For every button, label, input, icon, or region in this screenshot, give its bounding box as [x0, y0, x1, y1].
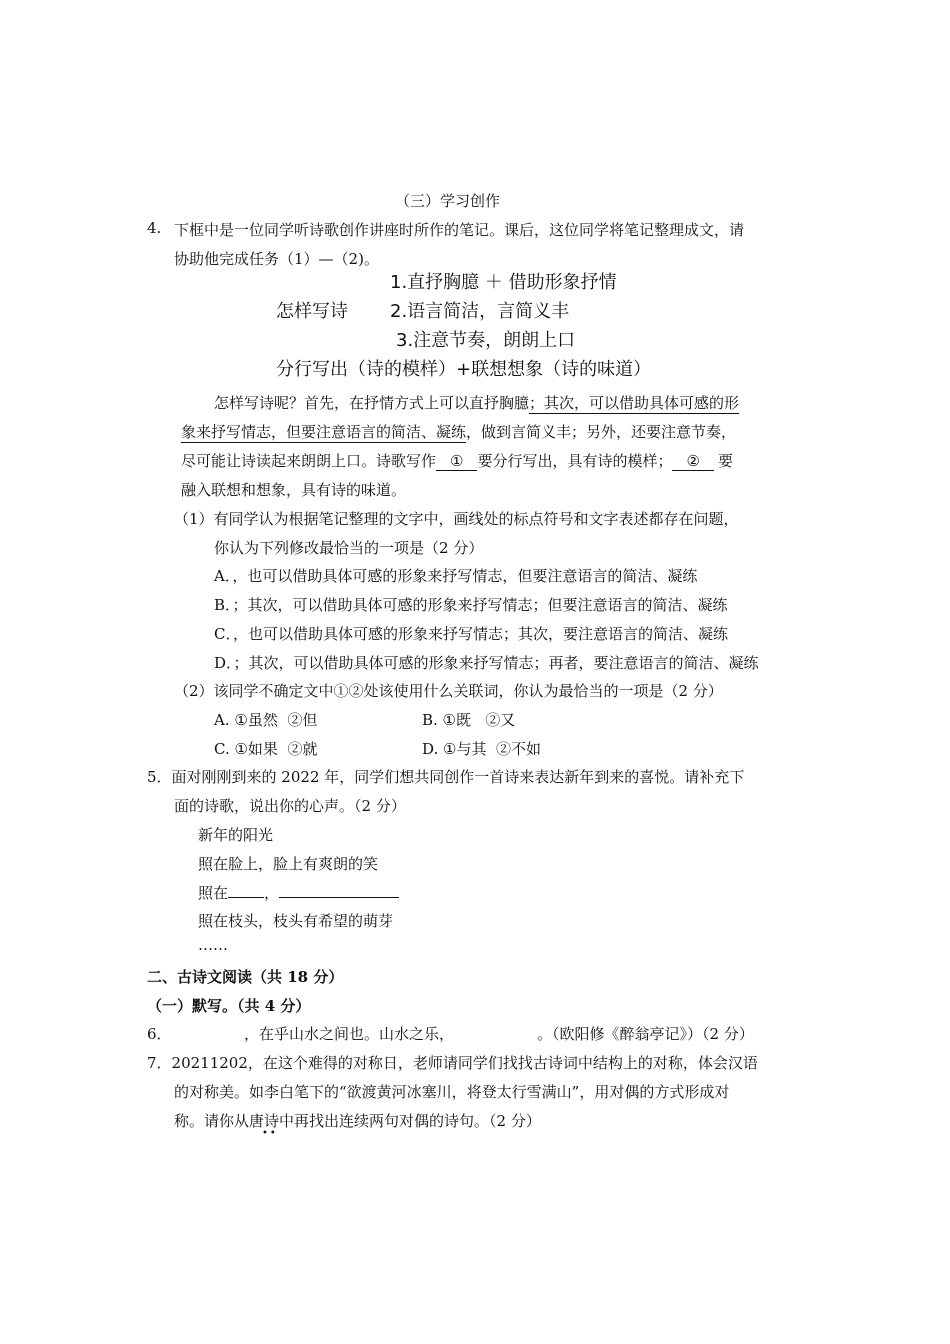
note-item1: 1.直抒胸臆 ＋ 借助形象抒情 — [390, 272, 617, 293]
sub1-option-a: A．，也可以借助具体可感的形象来抒写情志，但要注意语言的简洁、凝练 — [214, 567, 698, 585]
note-label: 怎样写诗 — [276, 301, 348, 322]
q5-line2: 面的诗歌，说出你的心声。（2 分） — [174, 797, 406, 815]
passage-line4: 融入联想和想象，具有诗的味道。 — [181, 481, 407, 499]
poem-blank-2 — [279, 883, 399, 898]
sub2-option-b: B. ①既 ②又 — [422, 711, 516, 729]
section-title: （三）学习创作 — [395, 192, 501, 210]
underlined-text-2: 象来抒写情志，但要注意语言的简洁、凝练 — [181, 423, 467, 441]
sub1-line1: （1）有同学认为根据笔记整理的文字中，画线处的标点符号和文字表述都存在问题， — [174, 510, 739, 528]
poem-line5: …… — [198, 936, 228, 954]
sub2-option-c: C. ①如果 ②就 — [214, 740, 318, 758]
passage-line3-a: 尽可能让诗读起来朗朗上口。诗歌写作 — [181, 452, 437, 470]
part2-heading: 二、古诗文阅读（共 18 分） — [147, 968, 344, 986]
note-item2: 2.语言简洁，言简义丰 — [390, 301, 570, 322]
q4-number: 4. — [147, 219, 162, 237]
blank-2: ② — [672, 452, 713, 471]
poem-line1: 新年的阳光 — [198, 826, 274, 844]
passage-line1 — [214, 392, 739, 413]
sub1-option-b: B．；其次，可以借助具体可感的形象来抒写情志；但要注意语言的简洁、凝练 — [214, 596, 728, 614]
note-item4: 分行写出（诗的模样）+联想想象（诗的味道） — [276, 359, 652, 380]
sub1-option-c: C．，也可以借助具体可感的形象来抒写情志；其次，要注意语言的简洁、凝练 — [214, 625, 728, 643]
poem-line4: 照在枝头，枝头有希望的萌芽 — [198, 912, 394, 930]
q7-line3: 称。请你从唐诗中再找出连续两句对偶的诗句。（2 分） — [174, 1112, 541, 1130]
q7-line1: 7．20211202，在这个难得的对称日，老师请同学们找找古诗词中结构上的对称，体会汉语 — [147, 1054, 758, 1072]
q4-line2: 协助他完成任务（1）—（2)。 — [174, 250, 379, 268]
poem-line3-comma: ， — [264, 884, 280, 902]
q6-text-2: 。（欧阳修《醉翁亭记》）（2 分） — [537, 1025, 754, 1043]
passage-line3-b: 要分行写出，具有诗的模样； — [477, 452, 673, 470]
sub1-line2: 你认为下列修改最恰当的一项是（2 分） — [214, 539, 484, 557]
poem-line2: 照在脸上，脸上有爽朗的笑 — [198, 855, 379, 873]
sub2-option-a: A. ①虽然 ②但 — [214, 711, 318, 729]
poem-blank-1 — [228, 883, 264, 898]
note-item3: 3.注意节奏，朗朗上口 — [396, 330, 576, 351]
part2-sub-heading: （一）默写。（共 4 分） — [147, 997, 311, 1015]
sub1-option-d: D．；其次，可以借助具体可感的形象来抒写情志；再者，要注意语言的简洁、凝练 — [214, 654, 759, 672]
q6-text-1: ，在乎山水之间也。山水之乐， — [244, 1025, 455, 1043]
blank-1: ① — [436, 452, 477, 471]
q4-line1: 下框中是一位同学听诗歌创作讲座时所作的笔记。课后，这位同学将笔记整理成文，请 — [174, 221, 745, 239]
passage-line2-b: ，做到言简义丰；另外，还要注意节奏， — [466, 423, 737, 441]
passage-line1-a: 怎样写诗呢？首先，在抒情方式上可以直抒胸臆 — [214, 394, 530, 412]
passage-line2 — [181, 421, 736, 442]
q5-line1: 5．面对刚刚到来的 2022 年，同学们想共同创作一首诗来表达新年到来的喜悦。请补充下 — [147, 768, 745, 786]
q6-number: 6． — [147, 1025, 172, 1043]
q7-line2: 的对称美。如李白笔下的“欲渡黄河冰塞川，将登太行雪满山”，用对偶的方式形成对 — [174, 1083, 730, 1101]
emphasis-dots: •• — [262, 1128, 278, 1139]
sub2-option-d: D. ①与其 ②不如 — [422, 740, 542, 758]
passage-line3-c: 要 — [717, 452, 733, 470]
passage-line3 — [181, 450, 733, 471]
poem-line3 — [198, 882, 399, 903]
poem-line3-a: 照在 — [198, 884, 229, 902]
underlined-text-1: ；其次，可以借助具体可感的形 — [529, 394, 740, 412]
sub2-line1: （2）该同学不确定文中①②处该使用什么关联词，你认为最恰当的一项是（2 分） — [174, 682, 723, 700]
